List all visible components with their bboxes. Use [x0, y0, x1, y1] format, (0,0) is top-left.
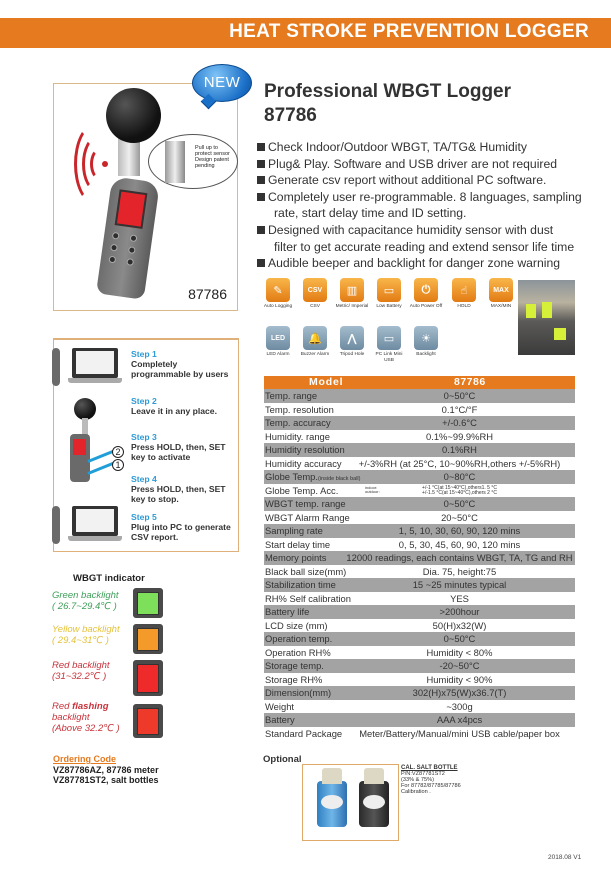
- feature-text: Plug& Play. Software and USB driver are not required: [268, 156, 558, 171]
- bullet-icon: [257, 259, 265, 267]
- field-use-photo: [518, 280, 575, 355]
- icon-tripod-hole: [335, 326, 369, 358]
- led-alarm-icon: [266, 326, 290, 350]
- screen-fill: [137, 592, 159, 615]
- spec-value: 0, 5, 30, 45, 60, 90, 120 mins: [398, 538, 521, 550]
- spec-value: 0~50°C: [443, 633, 476, 644]
- max-min-icon: [489, 278, 513, 302]
- indicator-line: backlight: [52, 712, 90, 723]
- callout-line: Pull up to: [195, 145, 218, 151]
- yellow-backlight-screen: [133, 624, 163, 654]
- feature-item: [257, 189, 607, 222]
- icon-label: Backlight: [416, 352, 436, 357]
- spec-key-text: Dimension(mm): [265, 687, 332, 698]
- step-4: [131, 474, 226, 504]
- step-text: key to stop.: [131, 494, 179, 504]
- red-flashing-screen: [133, 704, 163, 738]
- icon-glyph: MAX: [493, 286, 509, 294]
- spec-key-note: (inside black ball): [317, 476, 361, 482]
- spec-key-sub-line: indoor:: [365, 484, 378, 490]
- icon-glyph: ▭: [383, 332, 395, 345]
- spec-key-text: Temp. accuracy: [265, 417, 331, 428]
- spec-value-line: +/-1 °C(at 15~40°C),others1. 5 °C: [422, 484, 497, 491]
- worker-vest: [542, 302, 552, 318]
- step-text: CSV report.: [131, 532, 179, 542]
- icon-glyph: ▭: [383, 284, 395, 297]
- spec-value: 0.1%~99.9%RH: [426, 430, 493, 442]
- step-text: Plug into PC to generate: [131, 522, 231, 532]
- spec-key-sub-line: outdoor:: [365, 489, 380, 494]
- spec-row: [264, 700, 575, 714]
- step-text: key to activate: [131, 452, 191, 462]
- spec-row: [264, 443, 575, 457]
- laptop-illustration: [72, 348, 118, 378]
- icon-backlight: [409, 326, 443, 358]
- step-1: [131, 349, 228, 379]
- callout-line: protect sensor: [195, 151, 230, 157]
- feature-text: Generate csv report without additional PC software.: [268, 173, 547, 188]
- auto-logging-icon: [266, 278, 290, 302]
- spec-key: [265, 389, 317, 403]
- spec-key: [265, 524, 323, 538]
- screen-fill: [137, 628, 159, 651]
- spec-value: 15 ~25 minutes typical: [412, 579, 507, 590]
- spec-row: [264, 686, 575, 700]
- spec-key: [265, 646, 331, 660]
- spec-value: 302(H)x75(W)x36.7(T): [412, 687, 507, 698]
- spec-row: [264, 524, 575, 538]
- spec-key: [265, 443, 345, 457]
- feature-text: Check Indoor/Outdoor WBGT, TA/TG& Humidity: [268, 140, 527, 154]
- indicator-line: Green backlight: [52, 590, 119, 601]
- screen-fill: [137, 664, 159, 693]
- product-title: [264, 80, 511, 128]
- spec-header: [264, 376, 575, 389]
- bullet-icon: [257, 143, 265, 151]
- spec-key-text: Storage RH%: [265, 673, 323, 685]
- salt-bottle-line: Calibration .: [401, 789, 431, 795]
- feature-item: [257, 255, 607, 272]
- worker-vest: [526, 304, 536, 318]
- spec-value: 20~50°C: [441, 511, 478, 523]
- icon-csv: [298, 278, 332, 310]
- spec-key: [265, 578, 336, 592]
- meter-button: [112, 232, 120, 240]
- worker-vest: [554, 328, 566, 340]
- feature-item: [257, 139, 607, 156]
- spec-value: -20~50°C: [439, 660, 480, 671]
- step-number: Step 3: [131, 432, 157, 442]
- callout-line: Design patent: [195, 157, 229, 163]
- meter-lcd: [115, 189, 148, 229]
- feature-text-continued: filter to get accurate reading and extend sensor life time: [274, 239, 575, 254]
- icon-metric-imperial: [335, 278, 369, 310]
- indicator-line: Red backlight: [52, 660, 110, 671]
- spec-key-text: LCD size (mm): [265, 619, 328, 631]
- salt-bottle-line: (33% & 75%): [401, 777, 434, 783]
- pc-link-icon: [377, 326, 401, 350]
- spec-value: ~300g: [446, 700, 473, 712]
- image-model-label: 87786: [188, 286, 227, 302]
- spec-key-text: Black ball size(mm): [265, 565, 347, 577]
- spec-key-text: Sampling rate: [265, 525, 323, 536]
- spec-value: YES: [450, 592, 469, 604]
- icon-glyph: 🔔: [308, 332, 322, 345]
- buzzer-alarm-icon: [303, 326, 327, 350]
- step-text: Press HOLD, then, SET: [131, 484, 226, 494]
- spec-row: [264, 484, 575, 498]
- spec-value: 12000 readings, each contains WBGT, TA, TG and RH: [346, 552, 573, 563]
- icon-glyph: ▥: [346, 284, 358, 297]
- icon-label: Auto Logging: [263, 304, 293, 309]
- indicator-line: Yellow backlight: [52, 624, 120, 635]
- ordering-code-title: Ordering Code: [53, 754, 117, 764]
- step-text: programmable by users: [131, 369, 229, 379]
- feature-list: [257, 139, 607, 272]
- laptop-base: [68, 536, 122, 541]
- spec-key: [265, 686, 331, 700]
- spec-row: [264, 551, 575, 565]
- ordering-code-line: VZ87781ST2, salt bottles: [53, 775, 159, 785]
- spec-value-line: +/-1.5 °C(at 15~40°C),others 2 °C: [422, 490, 497, 496]
- spec-rows: [264, 389, 575, 740]
- spec-value: Humidity < 90%: [426, 673, 493, 685]
- step-text: Completely: [131, 359, 178, 369]
- callout-line: pending: [195, 163, 215, 169]
- spec-row: [264, 727, 575, 741]
- spec-key-text: Humidity accuracy: [265, 457, 342, 469]
- optional-label: Optional: [263, 754, 302, 765]
- green-backlight-screen: [133, 588, 163, 618]
- product-title-line1: Professional WBGT Logger: [264, 81, 512, 102]
- spec-row: [264, 538, 575, 552]
- bottle-cap: [322, 768, 342, 784]
- spec-key-text: WBGT temp. range: [265, 498, 346, 509]
- spec-value: [344, 486, 575, 497]
- meter-button: [126, 258, 134, 266]
- spec-header-value: 87786: [454, 376, 486, 388]
- step-text: Leave it in any place.: [131, 406, 217, 416]
- meter-illustration: [70, 434, 90, 482]
- salt-bottle-image: [302, 764, 399, 841]
- spec-key: [265, 551, 326, 565]
- icon-label: HOLD: [457, 304, 471, 309]
- spec-key: [265, 497, 346, 511]
- icon-glyph: CSV: [307, 286, 323, 294]
- spec-key: [265, 619, 328, 633]
- icon-hold: [447, 278, 481, 310]
- spec-key: [265, 592, 351, 606]
- spec-key-text: Battery: [265, 714, 295, 725]
- ordering-code-line: VZ87786AZ, 87786 meter: [53, 764, 159, 775]
- metric-imperial-icon: [340, 278, 364, 302]
- callout-text: [195, 145, 237, 169]
- salt-bottle-black: [359, 781, 389, 827]
- icon-glyph: ☝: [460, 284, 468, 297]
- spec-row: [264, 457, 575, 471]
- spec-value: Dia. 75, height:75: [422, 565, 497, 577]
- meter-globe-illustration: [74, 398, 96, 420]
- feature-text-continued: rate, start delay time and ID setting.: [274, 206, 467, 221]
- spec-row: [264, 565, 575, 579]
- salt-bottle-blue: [317, 781, 347, 827]
- indicator-yellow: [52, 624, 120, 646]
- tripod-hole-icon: [340, 326, 364, 350]
- spec-key: [265, 538, 330, 552]
- bottle-label: [363, 795, 385, 809]
- product-model-number: 87786: [264, 105, 317, 126]
- spec-key-text: Humidity. range: [265, 430, 330, 442]
- step-number: Step 1: [131, 349, 157, 359]
- indicator-line: ( 29.4~31℃ ): [52, 635, 109, 646]
- icon-low-battery: [372, 278, 406, 310]
- sensor-tube-detail: [165, 141, 185, 183]
- icon-auto-power-off: [409, 278, 443, 310]
- salt-bottle-line: For 87782/87785/87786: [401, 783, 461, 789]
- signal-dot: [102, 161, 108, 167]
- meter-button: [130, 234, 138, 242]
- spec-row: [264, 619, 575, 633]
- feature-text: Designed with capacitance humidity sensor with dust: [268, 222, 554, 237]
- icon-buzzer-alarm: [298, 326, 332, 358]
- spec-key-text: Globe Temp.: [265, 471, 318, 482]
- indicator-line: (Above 32.2℃ ): [52, 723, 120, 734]
- spec-key-text: Globe Temp. Acc.: [265, 484, 339, 496]
- step-3: [131, 432, 226, 462]
- step-text: Press HOLD, then, SET: [131, 442, 226, 452]
- icon-glyph: ☀: [421, 332, 431, 345]
- bottle-cap: [364, 768, 384, 784]
- spec-key: [265, 484, 380, 498]
- spec-key-text: Standard Package: [265, 727, 343, 739]
- banner-title: HEAT STROKE PREVENTION LOGGER: [229, 21, 589, 42]
- new-badge: [192, 64, 252, 102]
- arrow-to-button-1: [87, 462, 114, 475]
- spec-table: [264, 376, 575, 740]
- icon-pc-link: [372, 326, 406, 363]
- icon-label: PC Link Mini USB: [375, 352, 403, 363]
- spec-row: [264, 403, 575, 417]
- spec-key-text: Operation RH%: [265, 646, 331, 658]
- spec-key-text: Battery life: [265, 606, 310, 617]
- spec-key: [265, 565, 346, 579]
- meter-button: [108, 256, 116, 264]
- spec-row: [264, 470, 575, 484]
- icon-label: Buzzer Alarm: [300, 352, 330, 357]
- marker-1: 1: [112, 459, 124, 471]
- usage-steps-panel: [53, 338, 239, 552]
- spec-row: [264, 659, 575, 673]
- spec-row: [264, 605, 575, 619]
- salt-bottle-title: CAL. SALT BOTTLE: [401, 765, 458, 771]
- spec-key: [265, 632, 332, 646]
- spec-row: [264, 511, 575, 525]
- indicator-red: [52, 660, 110, 682]
- spec-value: 0~50°C: [443, 498, 476, 509]
- spec-key-text: Storage temp.: [265, 660, 324, 671]
- spec-row: [264, 673, 575, 687]
- black-globe: [106, 88, 161, 143]
- bullet-icon: [257, 160, 265, 168]
- spec-key: [265, 403, 334, 417]
- spec-key: [265, 713, 295, 727]
- spec-row: [264, 389, 575, 403]
- arrow-to-button-2: [87, 450, 114, 463]
- icon-glyph: LED: [271, 334, 285, 342]
- red-backlight-screen: [133, 660, 163, 696]
- version-label: 2018.08 V1: [548, 854, 582, 861]
- meter-button: [128, 246, 136, 254]
- indicator-line: ( 26.7~29.4℃ ): [52, 601, 117, 612]
- laptop-base: [68, 378, 122, 383]
- spec-value: 0.1%RH: [442, 444, 477, 455]
- wbgt-indicator-title: WBGT indicator: [73, 573, 145, 584]
- indicator-bold-word: flashing: [72, 701, 109, 712]
- icon-label: Auto Power Off: [409, 304, 443, 309]
- spec-row: [264, 592, 575, 606]
- spec-value: Humidity < 80%: [426, 646, 493, 658]
- feature-item: [257, 156, 607, 173]
- icon-led-alarm: [261, 326, 295, 358]
- low-battery-icon: [377, 278, 401, 302]
- spec-key: [265, 416, 331, 430]
- spec-value: 1, 5, 10, 30, 60, 90, 120 mins: [398, 525, 521, 536]
- spec-header-key: Model: [309, 376, 344, 388]
- meter-button: [110, 244, 118, 252]
- spec-value: 0~80°C: [443, 471, 476, 482]
- spec-key-text: Start delay time: [265, 538, 331, 550]
- feature-item: [257, 172, 607, 189]
- icon-label: Tripod Hole: [339, 352, 365, 357]
- spec-key: [265, 605, 309, 619]
- spec-key: [265, 673, 322, 687]
- step-number: Step 2: [131, 396, 157, 406]
- spec-key: [265, 700, 294, 714]
- spec-value: 0~50°C: [443, 390, 476, 401]
- spec-value: 50(H)x32(W): [432, 619, 487, 631]
- icon-glyph: ⏻: [421, 283, 431, 296]
- spec-row: [264, 497, 575, 511]
- spec-key-text: RH% Self calibration: [265, 592, 351, 604]
- indicator-green: [52, 590, 119, 612]
- auto-power-off-icon: [414, 278, 438, 302]
- indicator-red-flashing: Red flashing backlight (Above 32.2℃ ): [52, 701, 120, 734]
- screen-fill: [137, 708, 159, 735]
- spec-row: [264, 713, 575, 727]
- spec-value: +/-0.6°C: [442, 417, 477, 428]
- spec-key: [265, 659, 324, 673]
- ordering-code: [53, 754, 159, 786]
- icon-max-min: [484, 278, 518, 310]
- icon-label: LED Alarm: [266, 352, 290, 357]
- feature-item: [257, 222, 607, 255]
- feature-text: Completely user re-programmable. 8 languages, sampling: [268, 189, 582, 204]
- icon-glyph: ⋀: [347, 332, 357, 345]
- new-badge-text: NEW: [203, 74, 241, 91]
- spec-value: >200hour: [439, 606, 480, 617]
- meter-side-illustration: [52, 348, 60, 386]
- bottle-label: [321, 795, 343, 809]
- spec-key: [265, 727, 342, 741]
- indicator-line: (31~32.2℃ ): [52, 671, 107, 682]
- sensor-callout: [148, 134, 238, 189]
- backlight-icon: [414, 326, 438, 350]
- step-5: [131, 512, 231, 542]
- icon-glyph: ✎: [273, 284, 283, 297]
- spec-value: +/-3%RH (at 25°C, 10~90%RH,others +/-5%RH): [358, 457, 561, 469]
- spec-row: [264, 646, 575, 660]
- salt-bottle-info: [401, 765, 461, 795]
- spec-key: [265, 430, 330, 444]
- meter-side-illustration: [52, 506, 60, 544]
- product-image-frame: [53, 83, 238, 311]
- spec-key-text: Temp. resolution: [265, 403, 334, 415]
- bullet-icon: [257, 193, 265, 201]
- spec-row: [264, 430, 575, 444]
- spec-row: [264, 416, 575, 430]
- header-banner: [0, 18, 611, 48]
- bullet-icon: [257, 176, 265, 184]
- spec-value: Meter/Battery/Manual/mini USB cable/paper box: [359, 727, 560, 739]
- hold-icon: [452, 278, 476, 302]
- bullet-icon: [257, 226, 265, 234]
- spec-key-text: Temp. range: [265, 390, 318, 401]
- spec-key-text: WBGT Alarm Range: [265, 511, 350, 523]
- meter-lcd-illustration: [73, 439, 86, 455]
- icon-label: Metric/ Imperial: [335, 304, 369, 309]
- marker-2: 2: [112, 446, 124, 458]
- spec-key-text: Operation temp.: [265, 633, 333, 644]
- laptop-illustration: [72, 506, 118, 536]
- spec-key-text: Humidity resolution: [265, 444, 345, 455]
- spec-value: 0.1°C/°F: [441, 403, 478, 415]
- spec-key-text: Stabilization time: [265, 579, 336, 590]
- step-number: Step 4: [131, 474, 157, 484]
- spec-value: AAA x4pcs: [436, 714, 483, 725]
- spec-key-text: Memory points: [265, 552, 327, 563]
- salt-bottle-line: P/N:VZ87781ST2: [401, 771, 445, 777]
- icon-label: MAX/MIN: [490, 304, 512, 309]
- spec-key-text: Weight: [265, 700, 295, 712]
- spec-row: [264, 632, 575, 646]
- icon-auto-logging: [261, 278, 295, 310]
- spec-key: [265, 457, 342, 471]
- csv-icon: [303, 278, 327, 302]
- step-number: Step 5: [131, 512, 157, 522]
- icon-label: Low Battery: [376, 304, 402, 309]
- icon-label: CSV: [310, 304, 320, 309]
- spec-row: [264, 578, 575, 592]
- step-2: [131, 396, 217, 416]
- feature-text: Audible beeper and backlight for danger zone warning: [268, 256, 561, 271]
- spec-key: [265, 511, 350, 525]
